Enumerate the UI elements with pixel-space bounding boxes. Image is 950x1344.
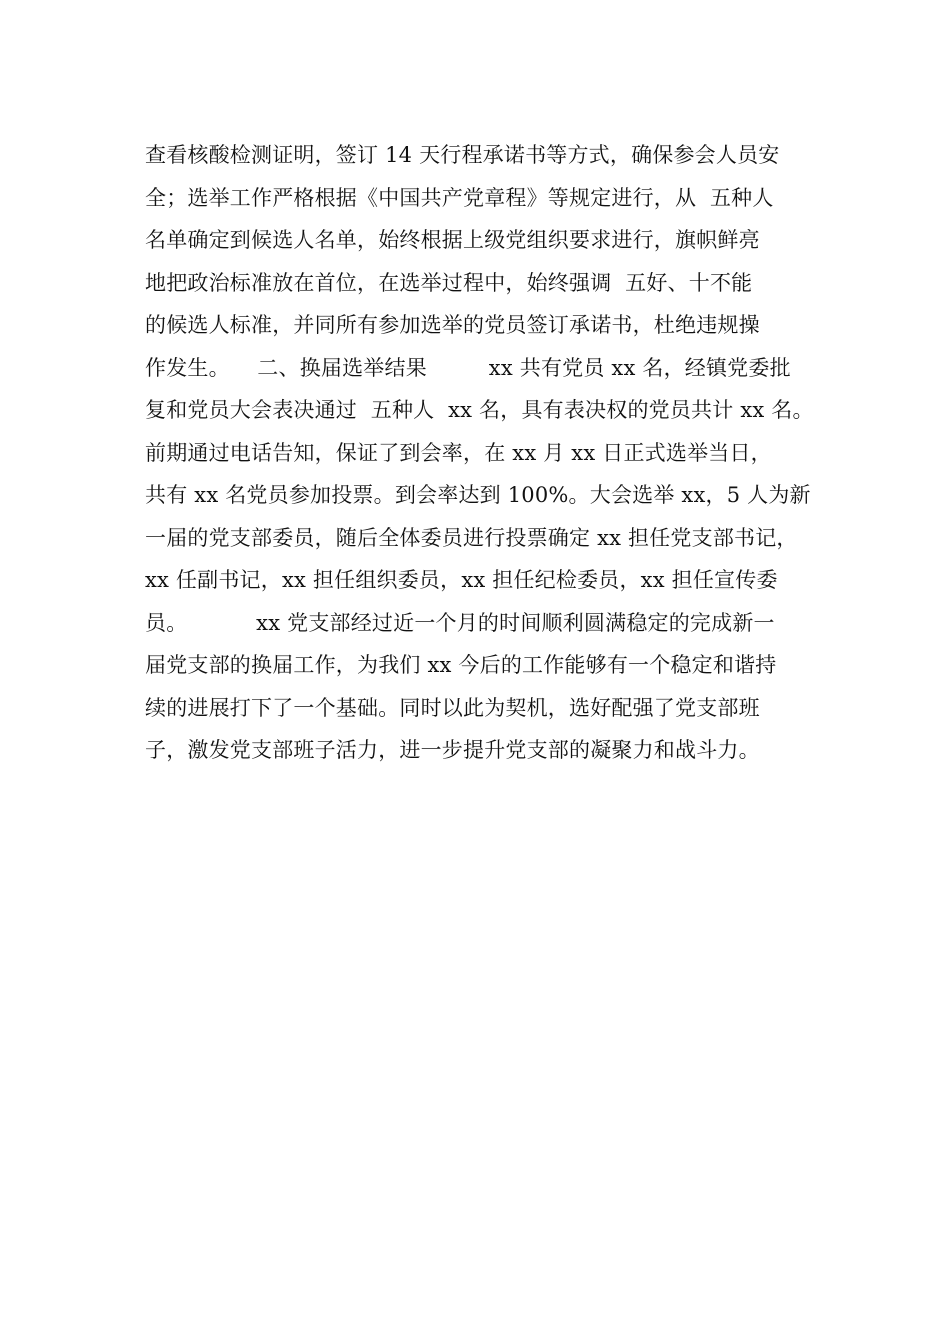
text-line: 查看核酸检测证明，签订 14 天行程承诺书等方式，确保参会人员安 <box>145 143 780 167</box>
text-line: 续的进展打下了一个基础。同时以此为契机，选好配强了党支部班 <box>145 695 760 720</box>
text-line: xx 任副书记，xx 担任组织委员，xx 担任纪检委员，xx 担任宣传委 <box>145 568 778 592</box>
text-line: 届党支部的换届工作，为我们 xx 今后的工作能够有一个稳定和谐持 <box>145 653 777 677</box>
text-line: 前期通过电话告知，保证了到会率，在 xx 月 xx 日正式选举当日， <box>145 440 772 465</box>
text-line: 地把政治标准放在首位，在选举过程中，始终强调 五好、十不能 <box>145 270 753 295</box>
text-line: 员。 xx 党支部经过近一个月的时间顺利圆满稳定的完成新一 <box>145 610 775 635</box>
body-text <box>145 134 835 772</box>
text-line: 一届的党支部委员，随后全体委员进行投票确定 xx 担任党支部书记， <box>145 525 798 550</box>
text-line: 全；选举工作严格根据《中国共产党章程》等规定进行，从 五种人 <box>145 185 774 210</box>
text-line: 复和党员大会表决通过 五种人 xx 名，具有表决权的党员共计 xx 名。 <box>145 398 814 422</box>
text-line: 名单确定到候选人名单，始终根据上级党组织要求进行，旗帜鲜亮 <box>145 228 760 252</box>
text-line: 的候选人标准，并同所有参加选举的党员签订承诺书，杜绝违规操 <box>145 313 760 337</box>
text-line: 共有 xx 名党员参加投票。到会率达到 100%。大会选举 xx，5 人为新 <box>145 483 811 507</box>
text-line: 子，激发党支部班子活力，进一步提升党支部的凝聚力和战斗力。 <box>145 738 760 762</box>
text-line: 作发生。 二、换届选举结果 xx 共有党员 xx 名，经镇党委批 <box>145 355 791 380</box>
